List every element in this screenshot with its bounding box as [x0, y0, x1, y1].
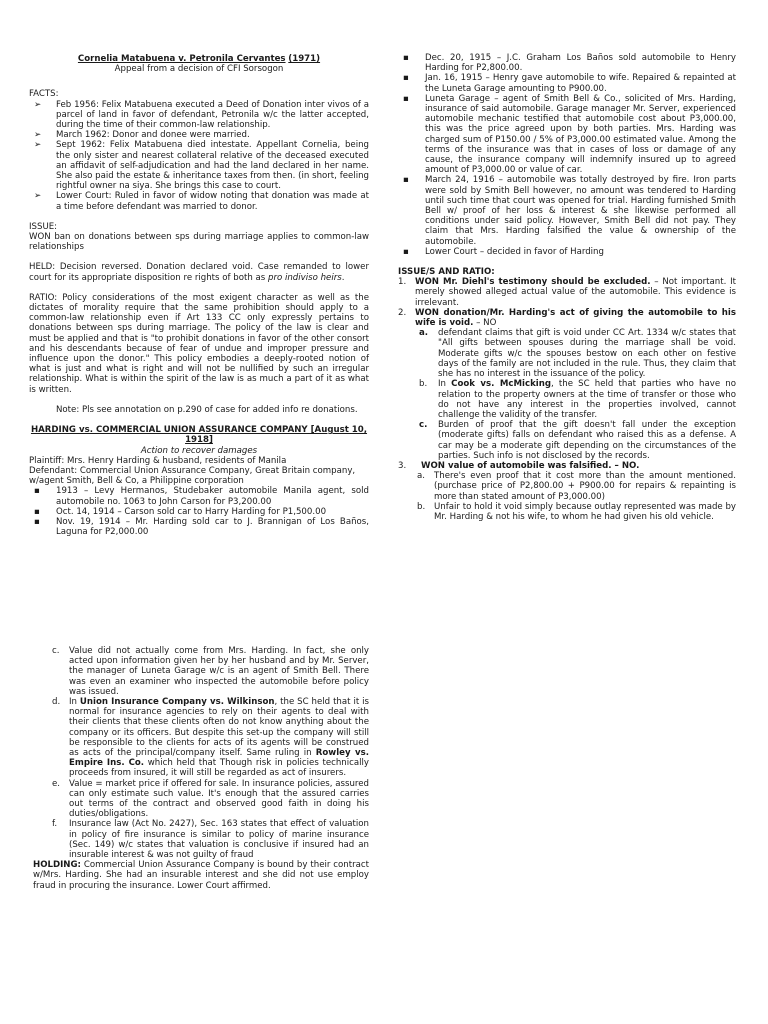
square-bullet-icon: ▪: [34, 516, 40, 527]
case1-facts-heading: FACTS:: [29, 89, 59, 100]
case2-fact-item: ▪ March 24, 1916 – automobile was totally destroyed by fire. Iron parts were sold by Smith Bell however, no amount was tendered to Harding until such time that court was opened for trial. Harding furnished Smith Bell w/ proof of her loss & interest & she likewise performed all conditions under said policy. However, Smith Bell did not pay. They claim that Mrs. Harding falsified the value & ownership of the automobile.: [403, 175, 736, 247]
case2-title: HARDING vs. COMMERCIAL UNION ASSURANCE COMPANY [August 10, 1918]: [30, 425, 368, 446]
case1-issue-heading: ISSUE:: [29, 221, 58, 232]
held-label: HELD:: [29, 262, 56, 273]
case1-title-line: [29, 54, 369, 64]
case1-fact-item: ➢ Feb 1956: Felix Matabuena executed a Deed of Donation inter vivos of a parcel of land in favor of defendant, Petronila w/c the latter accepted, during the time of their common-law relationship.: [34, 99, 369, 131]
square-bullet-icon: ▪: [34, 486, 40, 497]
case2-fact-item: ▪ Nov. 19, 1914 – Mr. Harding sold car to J. Brannigan of Los Baños, Laguna for P2,000.00: [34, 516, 369, 538]
case2-fact-item: ▪ Oct. 14, 1914 – Carson sold car to Harry Harding for P1,500.00: [34, 506, 327, 517]
case1-year: (1971): [288, 54, 321, 64]
issue-2-a: a. defendant claims that gift is void under CC Art. 1334 w/c states that "All gifts between spouses during the marriage shall be void. Moderate gifts w/c the spouses bestow on each other on festive days of the family are not included in the rule. Thus, they claim that she has no interest in the issuance of the policy.: [419, 328, 736, 380]
ratio-label: RATIO:: [29, 292, 58, 303]
arrow-bullet-icon: ➢: [34, 99, 42, 110]
case1-held: HELD: Decision reversed. Donation declared void. Case remanded to lower court for its appropriate disposition re rights of both as pro indiviso heirs.: [29, 262, 369, 283]
arrow-bullet-icon: ➢: [34, 140, 42, 151]
square-bullet-icon: ▪: [403, 73, 409, 84]
case1-subtitle: Appeal from a decision of CFI Sorsogon: [114, 64, 284, 75]
case2-fact-item: ▪ Jan. 16, 1915 – Henry gave automobile to wife. Repaired & repainted at the Luneta Garage amounting to P900.00.: [403, 73, 736, 94]
square-bullet-icon: ▪: [403, 175, 409, 186]
case1-issue: WON ban on donations between sps during marriage applies to common-law relationships: [29, 232, 369, 253]
case2-holding: HOLDING: Commercial Union Assurance Company is bound by their contract w/Mrs. Harding. She had an insurable interest and she did not use employ fraud in procuring the insurance. Lower Court affirmed.: [33, 860, 369, 891]
case2-fact-item: ▪ 1913 – Levy Hermanos, Studebaker automobile Manila agent, sold automobile no. 1063 to John Carson for P3,200.00: [34, 486, 369, 507]
right-column: [398, 53, 736, 522]
case1-ratio: RATIO: Policy considerations of the most exigent character as well as the dictates of morality require that the same prohibition should apply to a common-law relationship even if Art 133 CC only expressly pertains to donations between sps during marriage. The policy of the law is clear and must be applied and that is "to prohibit donations in favor of the other consort and his descendants because of fear of undue and improper pressure and influence upon the donor." This policy embodies a deeply-rooted notion of what is just and what is right and will not be nullified by such an irregular relationship. What is within the spirit of the law is as much a part of it as what is written.: [29, 292, 369, 395]
case2-fact-item: ▪ Luneta Garage – agent of Smith Bell & Co., solicited of Mrs. Harding, insurance of said automobile. Garage manager Mr. Server, experienced automobile mechanic testified that automobile cost about P3,000.00, this was the price agreed upon by both parties. Mrs. Harding was charged sum of P150.00 / 5% of P3,000.00 estimated value. Among the terms of the insurance was that in cases of loss or damage of any cause, the insurance company will indemnify insured up to agreed amount of P3,000.00 or value of car.: [403, 93, 736, 176]
issue-1: 1. WON Mr. Diehl's testimony should be excluded. – Not important. It merely showed alleged actual value of the automobile. This evidence is irrelevant.: [398, 277, 737, 308]
case2-defendant: Defendant: Commercial Union Assurance Company, Great Britain company, w/agent Smith, Bell & Co, a Philippine corporation: [29, 465, 356, 487]
case1-fact-item: ➢ Sept 1962: Felix Matabuena died intestate. Appellant Cornelia, being the only sister and nearest collateral relative of the deceased executed an affidavit of self-adjudication and had the land declared in her name. She also paid the estate & inheritance taxes from then. (in short, feeling rightful owner na siya. She brings this case to court.: [34, 140, 369, 192]
issue-3-a: a. There's even proof that it cost more than the amount mentioned. (purchase price of P2,800.00 + P900.00 for repairs & repainting is more than stated amount of P3,000.00): [417, 471, 736, 502]
case2-fact-item: ▪ Lower Court – decided in favor of Harding: [403, 246, 604, 257]
case1-title: Cornelia Matabuena v. Petronila Cervantes: [77, 54, 286, 64]
bottom-left-column: [33, 646, 369, 891]
case1-note: Note: Pls see annotation on p.290 of case for added info re donations.: [56, 404, 358, 415]
square-bullet-icon: ▪: [403, 246, 409, 257]
issue-3-e: e. Value = market price if offered for sale. In insurance policies, assured can only estimate such value. It's enough that the assured carries out terms of the contract and observed good faith in doing his duties/obligations.: [52, 778, 369, 820]
square-bullet-icon: ▪: [34, 506, 40, 517]
arrow-bullet-icon: ➢: [34, 191, 42, 202]
case2-subtitle: Action to recover damages: [140, 445, 258, 456]
issue-2-c: c. Burden of proof that the gift doesn't fall under the exception (moderate gifts) falls on defendant who raised this as a defense. A car may be a moderate gift depending on the circumstances of the parties. Such info is not disclosed by the records.: [419, 420, 736, 461]
issue-2: 2. WON donation/Mr. Harding's act of giving the automobile to his wife is void. – NO: [398, 307, 736, 329]
case2-fact-item: ▪ Dec. 20, 1915 – J.C. Graham Los Baños sold automobile to Henry Harding for P2,800.00.: [403, 53, 736, 74]
case2-issues-heading: ISSUE/S AND RATIO:: [398, 267, 495, 278]
issue-3-b: b. Unfair to hold it void simply because outlay represented was made by Mr. Harding & not his wife, to whom he had given his old vehicle.: [417, 501, 736, 522]
case1-fact-item: ➢ Lower Court: Ruled in favor of widow noting that donation was made at a time before defendant was married to donor.: [34, 191, 369, 212]
holding-label: HOLDING:: [33, 860, 81, 871]
square-bullet-icon: ▪: [403, 93, 409, 104]
issue-2-b: b. In Cook vs. McMicking, the SC held that parties who have no relation to the property owners at the time of transfer or those who do not have any interest in the properties involved, cannot challenge the validity of the transfer.: [419, 379, 736, 420]
issue-3-d: d. In Union Insurance Company vs. Wilkinson, the SC held that it is normal for insurance agencies to rely on their agents to deal with their clients that these clients often do not know anything about the company or its officers. But despite this set-up the company will still be responsible to the clients for acts of its agents will be construed as acts of the principal/company itself. Same ruling in Rowley vs. Empire Ins. Co. which held that Though risk in policies technically proceeds from insured, it will still be regarded as act of insurers.: [52, 697, 370, 779]
arrow-bullet-icon: ➢: [34, 130, 42, 141]
issue-3-c: c. Value did not actually come from Mrs. Harding. In fact, she only acted upon information given her by her husband and by Mr. Server, the manager of Luneta Garage w/c is an agent of Smith Bell. There was even an examiner who inspected the automobile before policy was issued.: [52, 646, 369, 697]
issue-3-f: f. Insurance law (Act No. 2427), Sec. 163 states that effect of valuation in policy of fire insurance is similar to policy of marine insurance (Sec. 149) w/c states that valuation is conclusive if insured had an insurable interest & was not guilty of fraud: [52, 819, 369, 861]
square-bullet-icon: ▪: [403, 53, 409, 63]
issue-3: 3. WON value of automobile was falsified. – NO.: [398, 460, 640, 471]
case1-fact-item: ➢ March 1962: Donor and donee were married.: [34, 130, 250, 141]
left-column: [29, 54, 369, 537]
case2-plaintiff: Plaintiff: Mrs. Henry Harding & husband, residents of Manila: [29, 455, 287, 466]
